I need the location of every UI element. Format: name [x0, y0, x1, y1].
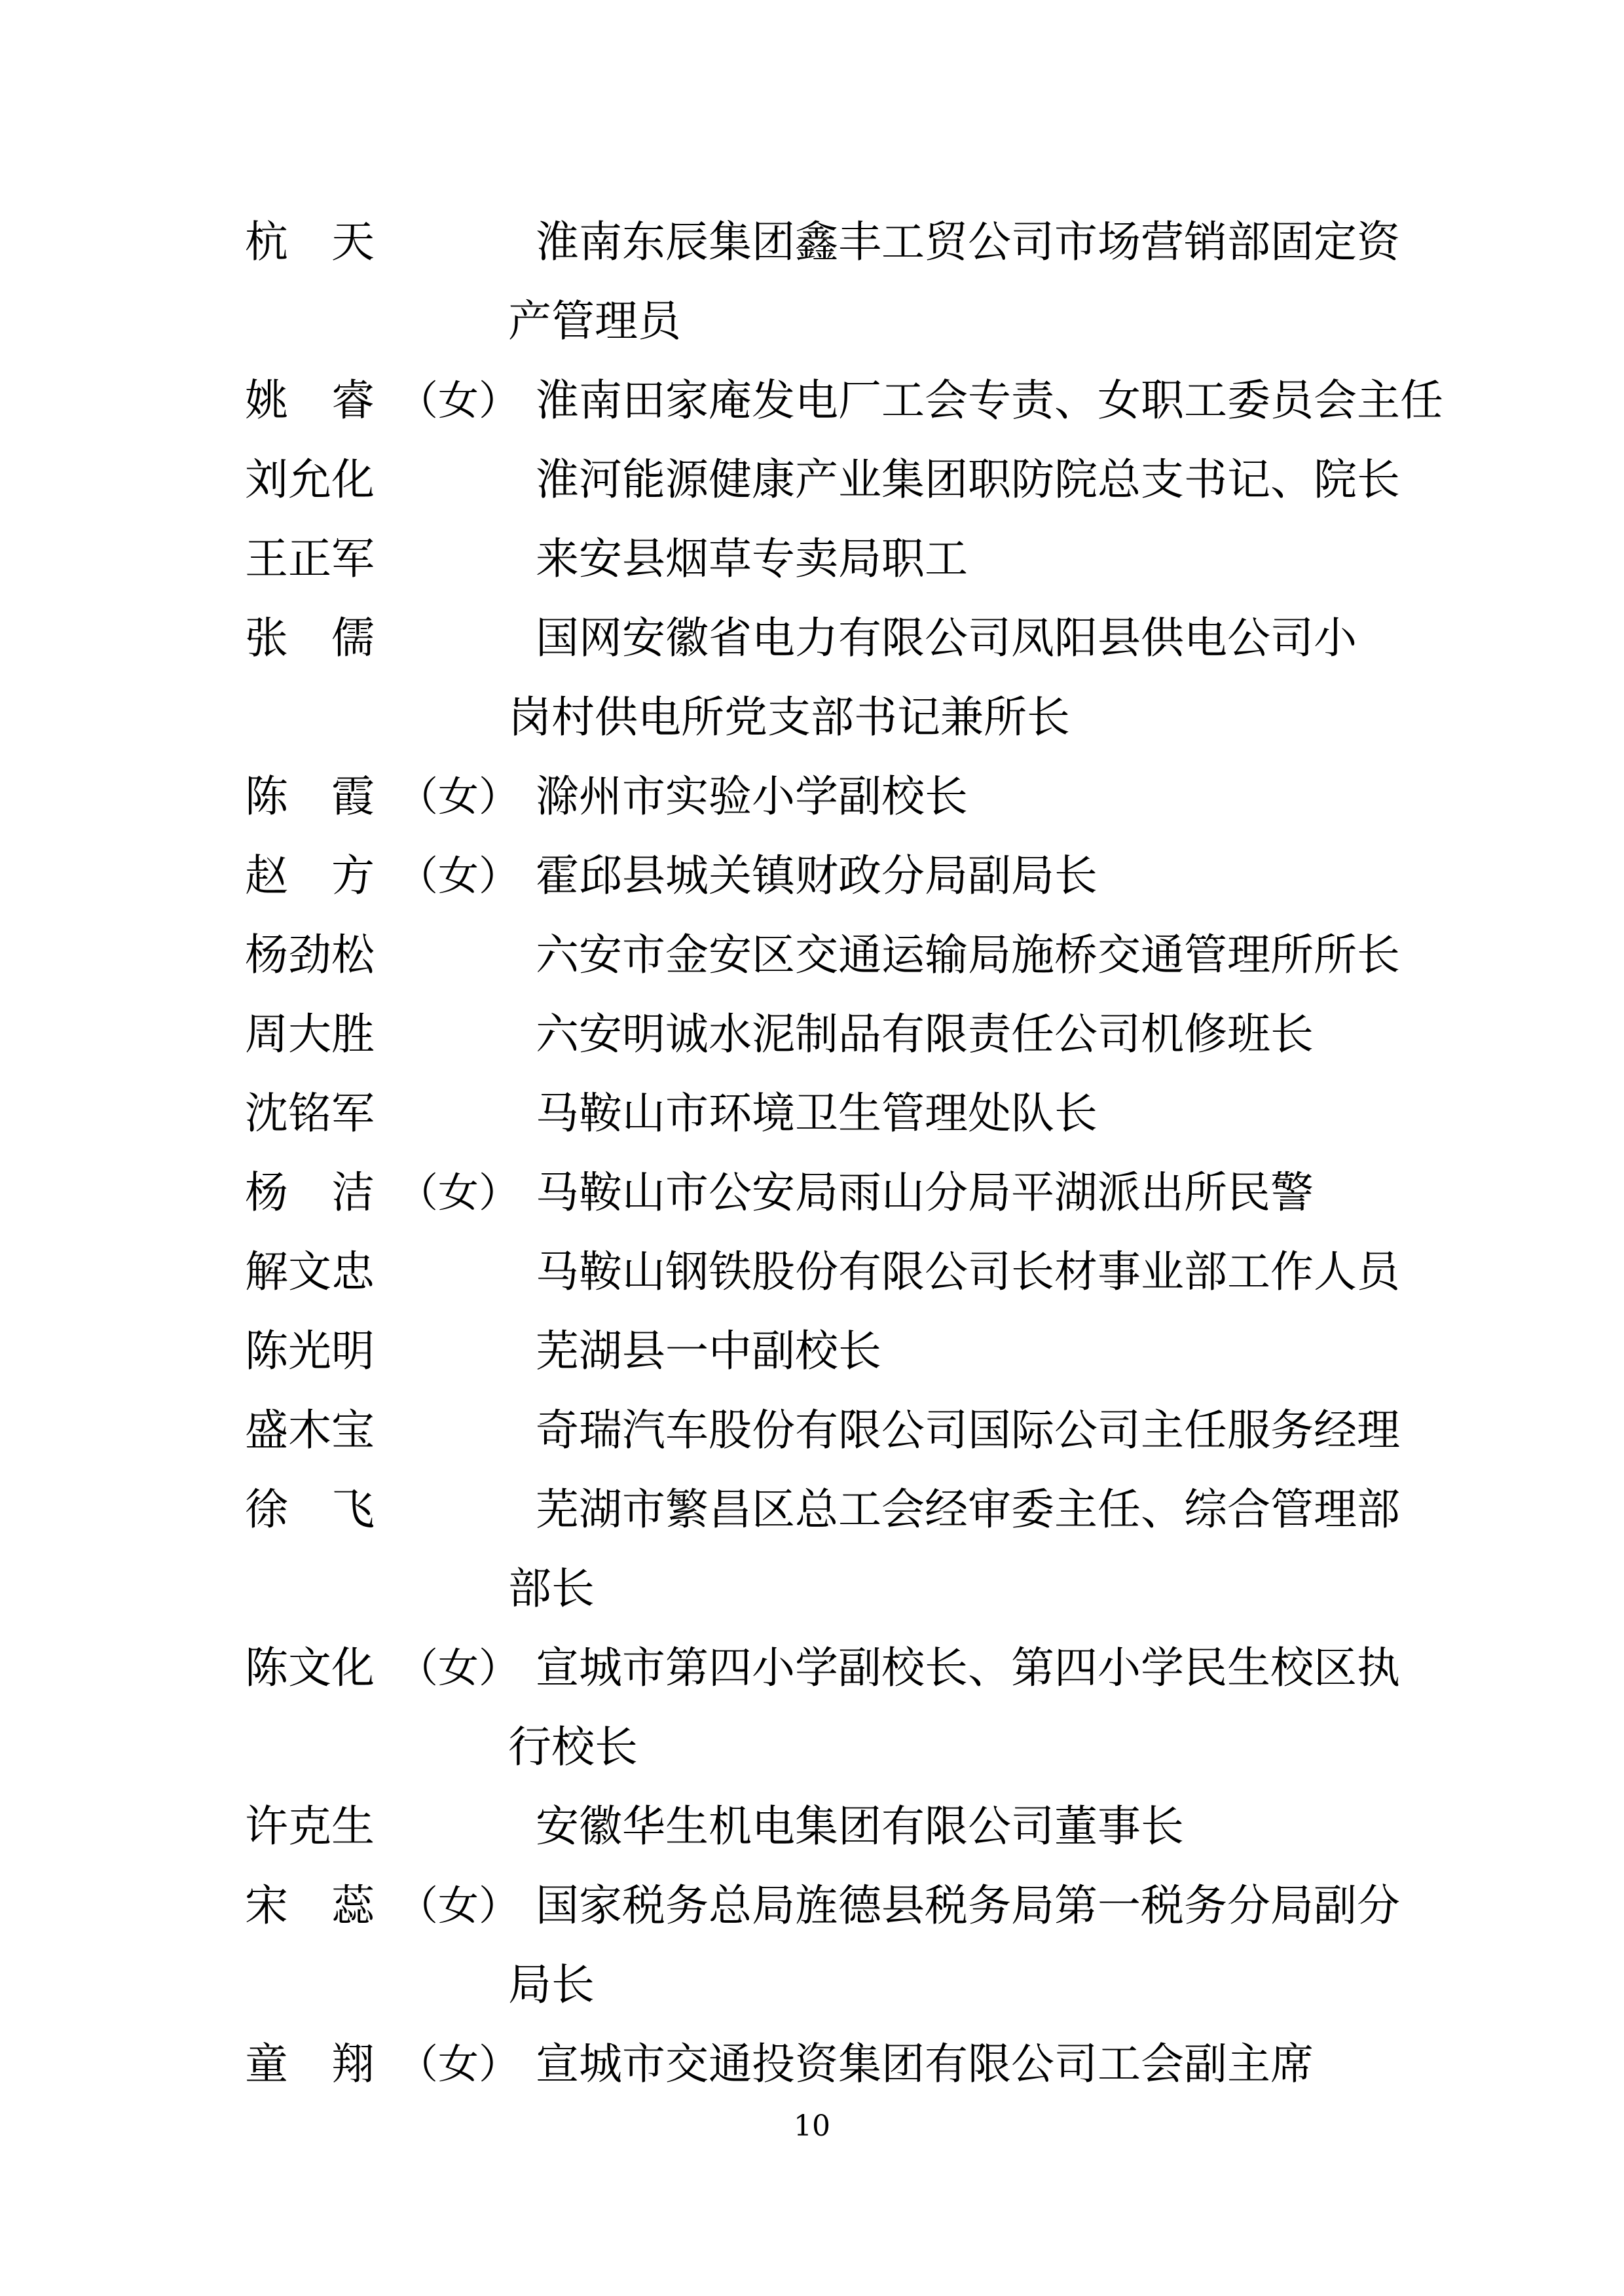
position-text: 六安明诚水泥制品有限责任公司机修班长 — [535, 1009, 1314, 1059]
award-entry — [245, 757, 1397, 836]
person-name: 陈光明 — [245, 1326, 375, 1376]
position-text: 国网安徽省电力有限公司凤阳县供电公司小 — [535, 613, 1357, 663]
entry-line — [245, 757, 1397, 836]
award-entry — [245, 915, 1400, 994]
position-text: 局长 — [508, 1959, 595, 2010]
position-text: 马鞍山钢铁股份有限公司长材事业部工作人员 — [535, 1247, 1400, 1297]
person-name: 刘允化 — [245, 454, 375, 505]
award-entry — [245, 1391, 1400, 1470]
entry-line — [245, 598, 1397, 678]
entry-line — [245, 915, 1400, 994]
position-text: 产管理员 — [508, 296, 681, 346]
entry-line-continuation — [508, 1945, 1397, 2024]
position-text: 岗村供电所党支部书记兼所长 — [508, 692, 1070, 742]
entry-line — [245, 202, 1400, 282]
person-name: 童 翔 — [245, 2039, 375, 2089]
position-text: 部长 — [508, 1563, 595, 1614]
entry-line — [245, 1074, 1397, 1153]
position-text: 来安县烟草专卖局职工 — [535, 534, 968, 584]
person-name: 周大胜 — [245, 1009, 375, 1059]
award-entry — [245, 1153, 1397, 1232]
entry-line-continuation — [508, 678, 1397, 757]
position-text: 奇瑞汽车股份有限公司国际公司主任服务经理 — [535, 1405, 1400, 1455]
award-entry — [245, 519, 1397, 598]
position-text: 行校长 — [508, 1722, 638, 1772]
entry-line — [245, 2024, 1397, 2104]
position-text: 芜湖市繁昌区总工会经审委主任、综合管理部 — [535, 1484, 1400, 1535]
person-name: 宋 蕊 — [245, 1880, 375, 1931]
person-name: 陈文化 — [245, 1643, 375, 1693]
award-entry — [245, 361, 1443, 440]
award-entry — [245, 1232, 1400, 1311]
entry-line — [245, 361, 1443, 440]
person-name: 张 儒 — [245, 613, 375, 663]
position-text: 马鞍山市环境卫生管理处队长 — [535, 1088, 1098, 1139]
gender-note: （女） — [397, 1882, 519, 1929]
position-text: 六安市金安区交通运输局施桥交通管理所所长 — [535, 930, 1400, 980]
person-name: 许克生 — [245, 1801, 375, 1851]
award-entry — [245, 440, 1400, 519]
gender-note: （女） — [397, 852, 519, 900]
entry-line-continuation — [508, 1549, 1397, 1628]
award-entry — [245, 202, 1400, 361]
entry-line — [245, 994, 1397, 1074]
person-name: 解文忠 — [245, 1247, 375, 1297]
award-entry — [245, 994, 1397, 1074]
entry-line — [245, 440, 1400, 519]
person-name: 赵 方 — [245, 850, 375, 901]
entry-line — [245, 1628, 1400, 1707]
person-name: 杭 天 — [245, 217, 375, 267]
page-number: 10 — [794, 2109, 830, 2143]
gender-note: （女） — [397, 773, 519, 820]
entry-line — [245, 836, 1397, 915]
person-name: 沈铭军 — [245, 1088, 375, 1139]
position-text: 淮河能源健康产业集团职防院总支书记、院长 — [535, 454, 1400, 505]
entry-line — [245, 519, 1397, 598]
position-text: 霍邱县城关镇财政分局副局长 — [535, 850, 1098, 901]
position-text: 滁州市实验小学副校长 — [535, 771, 968, 822]
entry-line — [245, 1787, 1397, 1866]
award-entry — [245, 1074, 1397, 1153]
gender-note: （女） — [397, 2040, 519, 2088]
person-name: 姚 睿 — [245, 375, 375, 426]
position-text: 宣城市交通投资集团有限公司工会副主席 — [535, 2039, 1314, 2089]
entry-line — [245, 1311, 1397, 1391]
award-entry — [245, 1787, 1397, 1866]
gender-note: （女） — [397, 1169, 519, 1216]
person-name: 徐 飞 — [245, 1484, 375, 1535]
award-entry — [245, 836, 1397, 915]
award-entry — [245, 2024, 1397, 2104]
entry-line — [245, 1153, 1397, 1232]
entry-line — [245, 1470, 1400, 1549]
position-text: 宣城市第四小学副校长、第四小学民生校区执 — [535, 1643, 1400, 1693]
position-text: 淮南田家庵发电厂工会专责、女职工委员会主任 — [535, 375, 1443, 426]
entry-line — [245, 1391, 1400, 1470]
entry-line — [245, 1866, 1400, 1945]
award-entry — [245, 1628, 1400, 1787]
position-text: 芜湖县一中副校长 — [535, 1326, 881, 1376]
award-entry-list — [245, 202, 1443, 2104]
person-name: 陈 霞 — [245, 771, 375, 822]
award-entry — [245, 1866, 1400, 2024]
award-entry — [245, 1311, 1397, 1391]
person-name: 杨劲松 — [245, 930, 375, 980]
entry-line — [245, 1232, 1400, 1311]
position-text: 马鞍山市公安局雨山分局平湖派出所民警 — [535, 1167, 1314, 1218]
award-entry — [245, 1470, 1400, 1628]
entry-line-continuation — [508, 1707, 1397, 1787]
entry-line-continuation — [508, 282, 1397, 361]
gender-note: （女） — [397, 1644, 519, 1692]
position-text: 安徽华生机电集团有限公司董事长 — [535, 1801, 1184, 1851]
gender-note: （女） — [397, 376, 519, 424]
person-name: 盛木宝 — [245, 1405, 375, 1455]
person-name: 杨 洁 — [245, 1167, 375, 1218]
page-footer — [0, 2109, 1624, 2143]
position-text: 淮南东辰集团鑫丰工贸公司市场营销部固定资 — [535, 217, 1400, 267]
award-entry — [245, 598, 1397, 757]
person-name: 王正军 — [245, 534, 375, 584]
position-text: 国家税务总局旌德县税务局第一税务分局副分 — [535, 1880, 1400, 1931]
